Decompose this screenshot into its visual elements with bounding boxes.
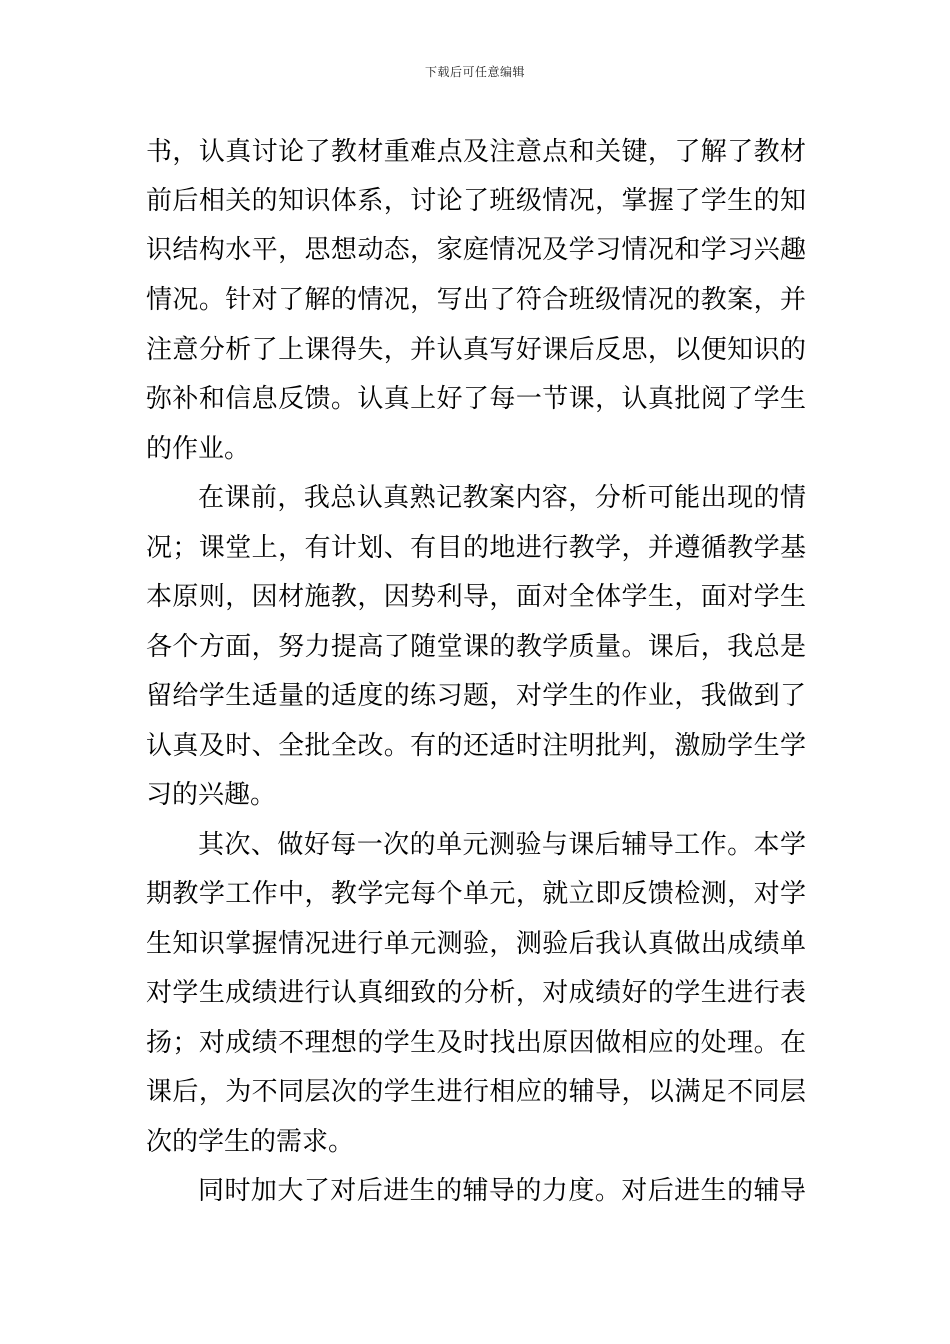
text-line: 情况。针对了解的情况，写出了符合班级情况的教案，并 xyxy=(146,285,806,315)
text-line: 各个方面，努力提高了随堂课的教学质量。课后，我总是 xyxy=(146,632,806,662)
text-line: 留给学生适量的适度的练习题，对学生的作业，我做到了 xyxy=(146,681,806,711)
paragraph-first-line: 在课前，我总认真熟记教案内容，分析可能出现的情 xyxy=(198,483,806,513)
text-line: 习的兴趣。 xyxy=(146,780,277,810)
text-line: 扬；对成绩不理想的学生及时找出原因做相应的处理。在 xyxy=(146,1028,806,1058)
text-line: 期教学工作中，教学完每个单元，就立即反馈检测，对学 xyxy=(146,879,806,909)
text-line: 认真及时、全批全改。有的还适时注明批判，激励学生学 xyxy=(146,731,806,761)
text-line: 对学生成绩进行认真细致的分析，对成绩好的学生进行表 xyxy=(146,978,806,1008)
paragraph-first-line: 同时加大了对后进生的辅导的力度。对后进生的辅导 xyxy=(198,1176,806,1206)
text-line: 书，认真讨论了教材重难点及注意点和关键，了解了教材 xyxy=(146,137,806,167)
text-line: 注意分析了上课得失，并认真写好课后反思，以便知识的 xyxy=(146,335,806,365)
text-line: 况；课堂上，有计划、有目的地进行教学，并遵循教学基 xyxy=(146,533,806,563)
text-line: 生知识掌握情况进行单元测验，测验后我认真做出成绩单 xyxy=(146,929,806,959)
text-line: 本原则，因材施教，因势利导，面对全体学生，面对学生 xyxy=(146,582,806,612)
text-line: 次的学生的需求。 xyxy=(146,1127,355,1157)
paragraph-first-line: 其次、做好每一次的单元测验与课后辅导工作。本学 xyxy=(198,830,806,860)
page-header: 下载后可任意编辑 xyxy=(424,65,525,79)
text-line: 的作业。 xyxy=(146,434,251,464)
text-line: 识结构水平，思想动态，家庭情况及学习情况和学习兴趣 xyxy=(146,235,806,265)
text-line: 课后，为不同层次的学生进行相应的辅导，以满足不同层 xyxy=(146,1077,806,1107)
text-line: 弥补和信息反馈。认真上好了每一节课，认真批阅了学生 xyxy=(146,384,806,414)
text-line: 前后相关的知识体系，讨论了班级情况，掌握了学生的知 xyxy=(146,186,806,216)
